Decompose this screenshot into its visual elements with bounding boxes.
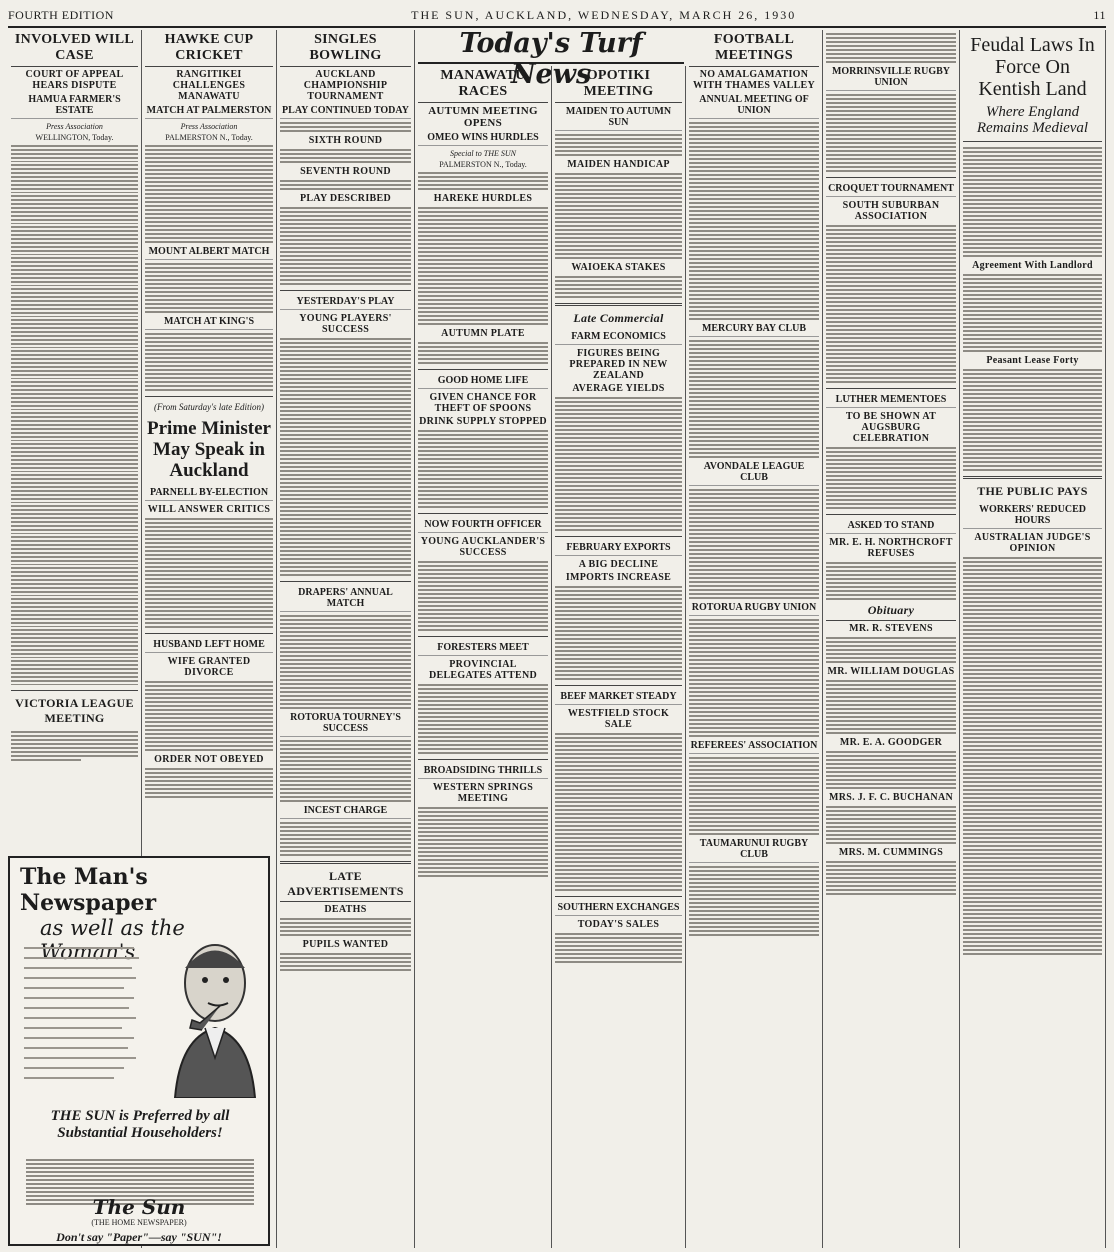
subhead-hamua: HAMUA FARMER'S ESTATE bbox=[11, 94, 138, 119]
article-text bbox=[963, 147, 1102, 257]
article-text bbox=[826, 33, 956, 63]
divider bbox=[555, 536, 682, 537]
subhead-todays-sales: TODAY'S SALES bbox=[577, 919, 660, 930]
divider bbox=[826, 388, 956, 389]
headline-singles-bowling: SINGLES BOWLING bbox=[280, 32, 411, 67]
subhead-imports-increase: IMPORTS INCREASE bbox=[565, 572, 672, 583]
article-text bbox=[963, 557, 1102, 955]
article-text bbox=[280, 953, 411, 971]
column-7 bbox=[823, 30, 960, 1248]
article-text bbox=[826, 751, 956, 789]
ad-copy-lines bbox=[24, 938, 144, 1098]
divider bbox=[145, 633, 273, 634]
divider bbox=[418, 759, 548, 760]
headline-late-commercial: Late Commercial bbox=[573, 311, 664, 325]
divider bbox=[418, 513, 548, 514]
subhead-augsburg: TO BE SHOWN AT AUGSBURG CELEBRATION bbox=[845, 411, 937, 444]
subhead-good-home-life: GOOD HOME LIFE bbox=[418, 375, 548, 389]
article-text bbox=[418, 172, 548, 190]
byline: Special to THE SUN bbox=[450, 149, 516, 158]
headline-public-pays: THE PUBLIC PAYS bbox=[977, 484, 1088, 498]
article-text bbox=[826, 806, 956, 844]
subhead-omeo: OMEO WINS HURDLES bbox=[418, 132, 548, 146]
paper-title-date: THE SUN, AUCKLAND, WEDNESDAY, MARCH 26, 1930 bbox=[411, 7, 797, 22]
label-pupils-wanted: PUPILS WANTED bbox=[302, 939, 389, 950]
headline-opotiki: OPOTIKI MEETING bbox=[555, 68, 682, 103]
divider bbox=[963, 141, 1102, 142]
subhead-referees: REFEREES' ASSOCIATION bbox=[689, 740, 819, 754]
label-agreement: Agreement With Landlord bbox=[972, 260, 1093, 271]
edition-note: (From Saturday's late Edition) bbox=[154, 402, 264, 412]
edition-label: FOURTH EDITION bbox=[8, 7, 114, 22]
headline-prime-minister: Prime Minister May Speak in Auckland bbox=[147, 418, 271, 481]
label-play-described: PLAY DESCRIBED bbox=[300, 193, 391, 204]
article-text bbox=[689, 757, 819, 835]
subhead-asked-to-stand: ASKED TO STAND bbox=[826, 520, 956, 534]
subhead-rotorua-tourney: ROTORUA TOURNEY'S SUCCESS bbox=[280, 712, 411, 737]
article-text bbox=[555, 276, 682, 298]
subhead-theft-of-spoons: GIVEN CHANCE FOR THEFT OF SPOONS bbox=[429, 392, 537, 414]
subhead-farm-economics: FARM ECONOMICS bbox=[555, 331, 682, 345]
subhead-average-yields: AVERAGE YIELDS bbox=[572, 383, 665, 394]
subhead-order: ORDER NOT OBEYED bbox=[154, 754, 264, 765]
subhead-morrinsville: MORRINSVILLE RUGBY UNION bbox=[826, 66, 956, 91]
divider bbox=[145, 396, 273, 397]
headline-obituary: Obituary bbox=[826, 603, 956, 621]
subhead-provincial-delegates: PROVINCIAL DELEGATES ATTEND bbox=[428, 659, 538, 681]
divider bbox=[418, 369, 548, 370]
subhead-kings: MATCH AT KING'S bbox=[145, 316, 273, 330]
byline: Press Association bbox=[46, 122, 103, 131]
subhead-beef-market: BEEF MARKET STEADY bbox=[555, 691, 682, 705]
subhead-figures: FIGURES BEING PREPARED IN NEW ZEALAND bbox=[569, 348, 668, 381]
subhead-big-decline: A BIG DECLINE bbox=[578, 559, 659, 570]
subhead-no-amalgamation: NO AMALGAMATION WITH THAMES VALLEY bbox=[692, 69, 816, 91]
page-number: 11 bbox=[1093, 7, 1106, 22]
article-text bbox=[280, 149, 411, 163]
article-text bbox=[689, 340, 819, 458]
subhead-buchanan: MRS. J. F. C. BUCHANAN bbox=[828, 792, 953, 803]
article-text bbox=[826, 225, 956, 383]
subhead-yesterdays-play: YESTERDAY'S PLAY bbox=[280, 296, 411, 310]
divider bbox=[963, 476, 1102, 479]
subhead-auckland-championship: AUCKLAND CHAMPIONSHIP TOURNAMENT bbox=[303, 69, 388, 102]
divider bbox=[555, 896, 682, 897]
article-text bbox=[555, 134, 682, 156]
column-3 bbox=[277, 30, 415, 1248]
column-8 bbox=[960, 30, 1106, 1248]
article-text bbox=[145, 681, 273, 751]
subhead-douglas: MR. WILLIAM DOUGLAS bbox=[827, 666, 955, 677]
article-text bbox=[145, 518, 273, 628]
article-text bbox=[280, 122, 411, 132]
divider bbox=[826, 177, 956, 178]
subhead-palmerston: MATCH AT PALMERSTON bbox=[145, 105, 273, 119]
label-sixth-round: SIXTH ROUND bbox=[308, 135, 383, 146]
article-text bbox=[555, 397, 682, 531]
headline-hawke-cup: HAWKE CUP CRICKET bbox=[145, 32, 273, 67]
subhead-northcroft: MR. E. H. NORTHCROFT REFUSES bbox=[829, 537, 953, 559]
subhead-avondale: AVONDALE LEAGUE CLUB bbox=[689, 461, 819, 486]
article-text bbox=[555, 586, 682, 680]
article-text bbox=[826, 447, 956, 509]
article-text bbox=[418, 684, 548, 754]
subhead-foresters: FORESTERS MEET bbox=[418, 642, 548, 656]
ad-tagline: (THE HOME NEWSPAPER) bbox=[91, 1218, 187, 1227]
dateline: WELLINGTON, Today. bbox=[35, 133, 114, 142]
turf-news-banner: Today's Turf News bbox=[418, 28, 684, 64]
label-waioeka-stakes: WAIOEKA STAKES bbox=[571, 262, 666, 273]
article-text bbox=[418, 561, 548, 631]
subhead-cummings: MRS. M. CUMMINGS bbox=[838, 847, 944, 858]
divider bbox=[280, 861, 411, 864]
subhead-play-continued: PLAY CONTINUED TODAY bbox=[280, 105, 411, 119]
subhead-husband: HUSBAND LEFT HOME bbox=[145, 639, 273, 653]
label-seventh-round: SEVENTH ROUND bbox=[300, 166, 391, 177]
headline-late-ads: LATE ADVERTISEMENTS bbox=[280, 869, 411, 902]
subhead-young-players: YOUNG PLAYERS' SUCCESS bbox=[299, 313, 392, 335]
column-4 bbox=[415, 66, 552, 1248]
article-text bbox=[418, 342, 548, 364]
subhead-southern-exchanges: SOUTHERN EXCHANGES bbox=[555, 902, 682, 916]
ad-headline: The Man's Newspaper bbox=[20, 864, 157, 916]
article-text bbox=[145, 145, 273, 243]
article-text bbox=[418, 430, 548, 508]
divider bbox=[418, 636, 548, 637]
article-text bbox=[689, 489, 819, 599]
divider bbox=[555, 685, 682, 686]
article-text bbox=[280, 207, 411, 285]
article-text bbox=[280, 822, 411, 856]
article-text bbox=[555, 173, 682, 259]
subhead-divorce: WIFE GRANTED DIVORCE bbox=[167, 656, 251, 678]
label-peasant-lease: Peasant Lease Forty bbox=[986, 355, 1079, 366]
subhead-workers-hours: WORKERS' REDUCED HOURS bbox=[963, 504, 1102, 529]
article-text bbox=[418, 807, 548, 877]
subhead-drink-supply: DRINK SUPPLY STOPPED bbox=[419, 416, 547, 427]
subhead-february-exports: FEBRUARY EXPORTS bbox=[555, 542, 682, 556]
subhead-mercury-bay: MERCURY BAY CLUB bbox=[689, 323, 819, 337]
article-text bbox=[145, 263, 273, 313]
column-6 bbox=[686, 30, 823, 1248]
subhead-mount-albert: MOUNT ALBERT MATCH bbox=[145, 246, 273, 260]
headline-manawatu-races: MANAWATU RACES bbox=[418, 68, 548, 103]
subhead-fourth-officer: NOW FOURTH OFFICER bbox=[418, 519, 548, 533]
headline-victoria-league: VICTORIA LEAGUE MEETING bbox=[15, 696, 134, 725]
article-text bbox=[280, 338, 411, 576]
subhead-incest-charge: INCEST CHARGE bbox=[280, 805, 411, 819]
subhead-critics: WILL ANSWER CRITICS bbox=[147, 504, 271, 515]
article-text bbox=[555, 733, 682, 891]
ad-subline: as well as the Woman's bbox=[40, 916, 185, 964]
article-text bbox=[280, 918, 411, 936]
subhead-maiden-autumn-sun: MAIDEN TO AUTUMN SUN bbox=[555, 106, 682, 131]
subhead-western-springs: WESTERN SPRINGS MEETING bbox=[432, 782, 534, 804]
article-text bbox=[826, 637, 956, 663]
subhead-broadsiding: BROADSIDING THRILLS bbox=[418, 765, 548, 779]
subhead-rotorua-rugby: ROTORUA RUGBY UNION bbox=[689, 602, 819, 616]
divider bbox=[280, 581, 411, 582]
subhead-stevens: MR. R. STEVENS bbox=[849, 623, 933, 634]
headline-feudal-laws: Feudal Laws In Force On Kentish Land bbox=[970, 34, 1095, 100]
subhead-england-medieval: Where England Remains Medieval bbox=[976, 104, 1089, 136]
subhead-young-aucklander: YOUNG AUCKLANDER'S SUCCESS bbox=[420, 536, 546, 558]
subhead-australian-judge: AUSTRALIAN JUDGE'S OPINION bbox=[974, 532, 1091, 554]
subhead-westfield: WESTFIELD STOCK SALE bbox=[567, 708, 670, 730]
subhead-taumarunui: TAUMARUNUI RUGBY CLUB bbox=[689, 838, 819, 863]
subhead-luther: LUTHER MEMENTOES bbox=[826, 394, 956, 408]
ad-slogan: Don't say "Paper"—say "SUN"! bbox=[56, 1230, 222, 1244]
dateline: PALMERSTON N., Today. bbox=[165, 133, 253, 142]
article-text bbox=[963, 369, 1102, 471]
article-text bbox=[418, 207, 548, 325]
divider bbox=[555, 303, 682, 306]
article-text bbox=[689, 122, 819, 320]
article-text bbox=[826, 94, 956, 172]
ad-preferred-text: THE SUN is Preferred by all Substantial Householders! bbox=[50, 1108, 230, 1141]
masthead bbox=[8, 4, 1106, 28]
subhead-parnell: PARNELL BY-ELECTION bbox=[145, 487, 273, 501]
label-autumn-plate: AUTUMN PLATE bbox=[441, 328, 525, 339]
subhead-drapers: DRAPERS' ANNUAL MATCH bbox=[280, 587, 411, 612]
divider bbox=[11, 690, 138, 691]
headline-football-meetings: FOOTBALL MEETINGS bbox=[689, 32, 819, 67]
label-maiden-handicap: MAIDEN HANDICAP bbox=[567, 159, 670, 170]
article-text bbox=[826, 861, 956, 895]
label-deaths: DEATHS bbox=[324, 904, 367, 915]
article-text bbox=[145, 333, 273, 391]
article-text bbox=[555, 933, 682, 963]
article-text bbox=[689, 866, 819, 936]
article-text bbox=[689, 619, 819, 737]
article-text bbox=[963, 274, 1102, 352]
article-text bbox=[826, 562, 956, 600]
article-text bbox=[11, 731, 138, 761]
sun-newspaper-ad bbox=[8, 856, 270, 1246]
column-5 bbox=[552, 66, 686, 1248]
subhead-autumn-meeting: AUTUMN MEETING OPENS bbox=[428, 105, 538, 129]
sun-logo: The Sun bbox=[92, 1195, 186, 1219]
article-text bbox=[826, 680, 956, 734]
subhead-croquet: CROQUET TOURNAMENT bbox=[826, 183, 956, 197]
subhead-rangitikei: RANGITIKEI CHALLENGES MANAWATU bbox=[172, 69, 246, 102]
subhead-goodger: MR. E. A. GOODGER bbox=[839, 737, 943, 748]
subhead-south-suburban: SOUTH SUBURBAN ASSOCIATION bbox=[842, 200, 940, 222]
article-text bbox=[145, 768, 273, 798]
label-hareke-hurdles: HAREKE HURDLES bbox=[433, 193, 533, 204]
article-text bbox=[280, 740, 411, 802]
divider bbox=[280, 290, 411, 291]
article-text bbox=[280, 180, 411, 190]
subhead-court-appeal: COURT OF APPEAL HEARS DISPUTE bbox=[25, 69, 124, 91]
divider bbox=[826, 514, 956, 515]
man-with-pipe-illustration bbox=[160, 928, 260, 1098]
article-text bbox=[280, 615, 411, 709]
article-text bbox=[11, 145, 138, 685]
dateline: PALMERSTON N., Today. bbox=[439, 160, 527, 169]
byline: Press Association bbox=[180, 122, 238, 131]
headline-involved-will: INVOLVED WILL CASE bbox=[11, 32, 138, 67]
subhead-annual-meeting: ANNUAL MEETING OF UNION bbox=[689, 94, 819, 119]
